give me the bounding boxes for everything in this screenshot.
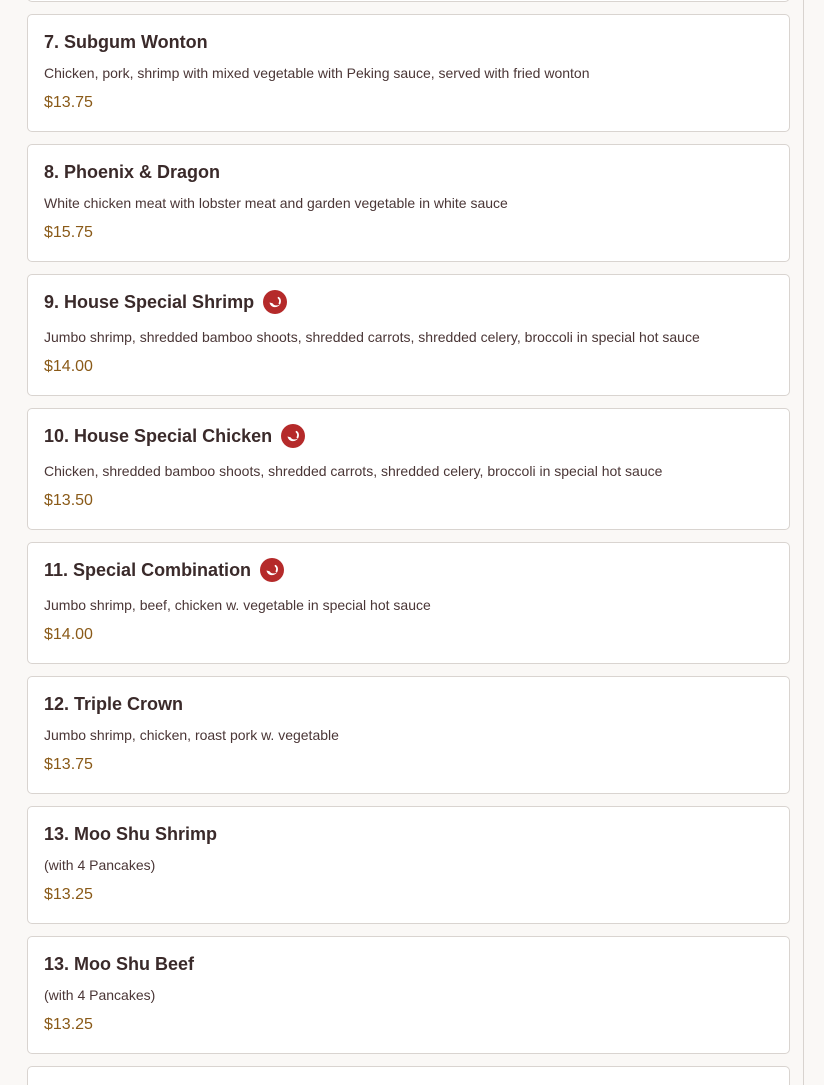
menu-item-title-row [44,558,284,582]
menu-item-card[interactable] [27,408,790,530]
menu-item-description: Chicken, pork, shrimp with mixed vegetable with Peking sauce, served with fried wonton [44,65,590,81]
menu-item-description: Jumbo shrimp, beef, chicken w. vegetable in special hot sauce [44,597,431,613]
menu-item-title-row [44,952,194,976]
chili-pepper-icon [263,290,287,314]
menu-item-price: $15.75 [44,224,93,241]
menu-item-title-row [44,692,183,716]
menu-item-card[interactable] [27,14,790,132]
menu-item-card[interactable] [27,676,790,794]
menu-item-card[interactable] [27,936,790,1054]
right-divider [803,0,804,1085]
menu-item-description: Jumbo shrimp, shredded bamboo shoots, shredded carrots, shredded celery, broccoli in special hot sauce [44,329,700,345]
menu-item-card[interactable] [27,806,790,924]
menu-item-title-row [44,290,287,314]
menu-item-price: $13.50 [44,492,93,509]
menu-item-title-row [44,30,208,54]
menu-item-title-row [44,160,220,184]
menu-item-card-partial-top[interactable] [27,0,790,2]
chili-pepper-icon [260,558,284,582]
menu-item-name: 10. House Special Chicken [44,426,273,446]
menu-item-name: 13. Moo Shu Beef [44,954,195,974]
menu-item-name: 11. Special Combination [44,560,252,580]
menu-item-description: White chicken meat with lobster meat and garden vegetable in white sauce [44,195,508,211]
menu-item-name: 9. House Special Shrimp [44,292,255,312]
chili-pepper-icon [281,424,305,448]
menu-item-title-row [44,424,305,448]
menu-item-price: $13.75 [44,94,93,111]
menu-item-name: 12. Triple Crown [44,694,184,714]
menu-item-price: $13.25 [44,1016,93,1033]
menu-item-name: 7. Subgum Wonton [44,32,208,52]
menu-item-title-row [44,822,217,846]
menu-item-card[interactable] [27,274,790,396]
menu-item-name: 8. Phoenix & Dragon [44,162,221,182]
menu-item-description: (with 4 Pancakes) [44,987,156,1003]
menu-item-name: 13. Moo Shu Shrimp [44,824,218,844]
menu-item-price: $13.75 [44,756,93,773]
menu-item-description: Chicken, shredded bamboo shoots, shredded carrots, shredded celery, broccoli in special hot sauce [44,463,663,479]
menu-item-description: Jumbo shrimp, chicken, roast pork w. vegetable [44,727,339,743]
menu-item-card[interactable] [27,144,790,262]
menu-item-price: $13.25 [44,886,93,903]
menu-item-description: (with 4 Pancakes) [44,857,156,873]
menu-item-price: $14.00 [44,358,93,375]
menu-item-price: $14.00 [44,626,93,643]
menu-item-card[interactable] [27,542,790,664]
menu-item-card-partial-bottom[interactable] [27,1066,790,1085]
